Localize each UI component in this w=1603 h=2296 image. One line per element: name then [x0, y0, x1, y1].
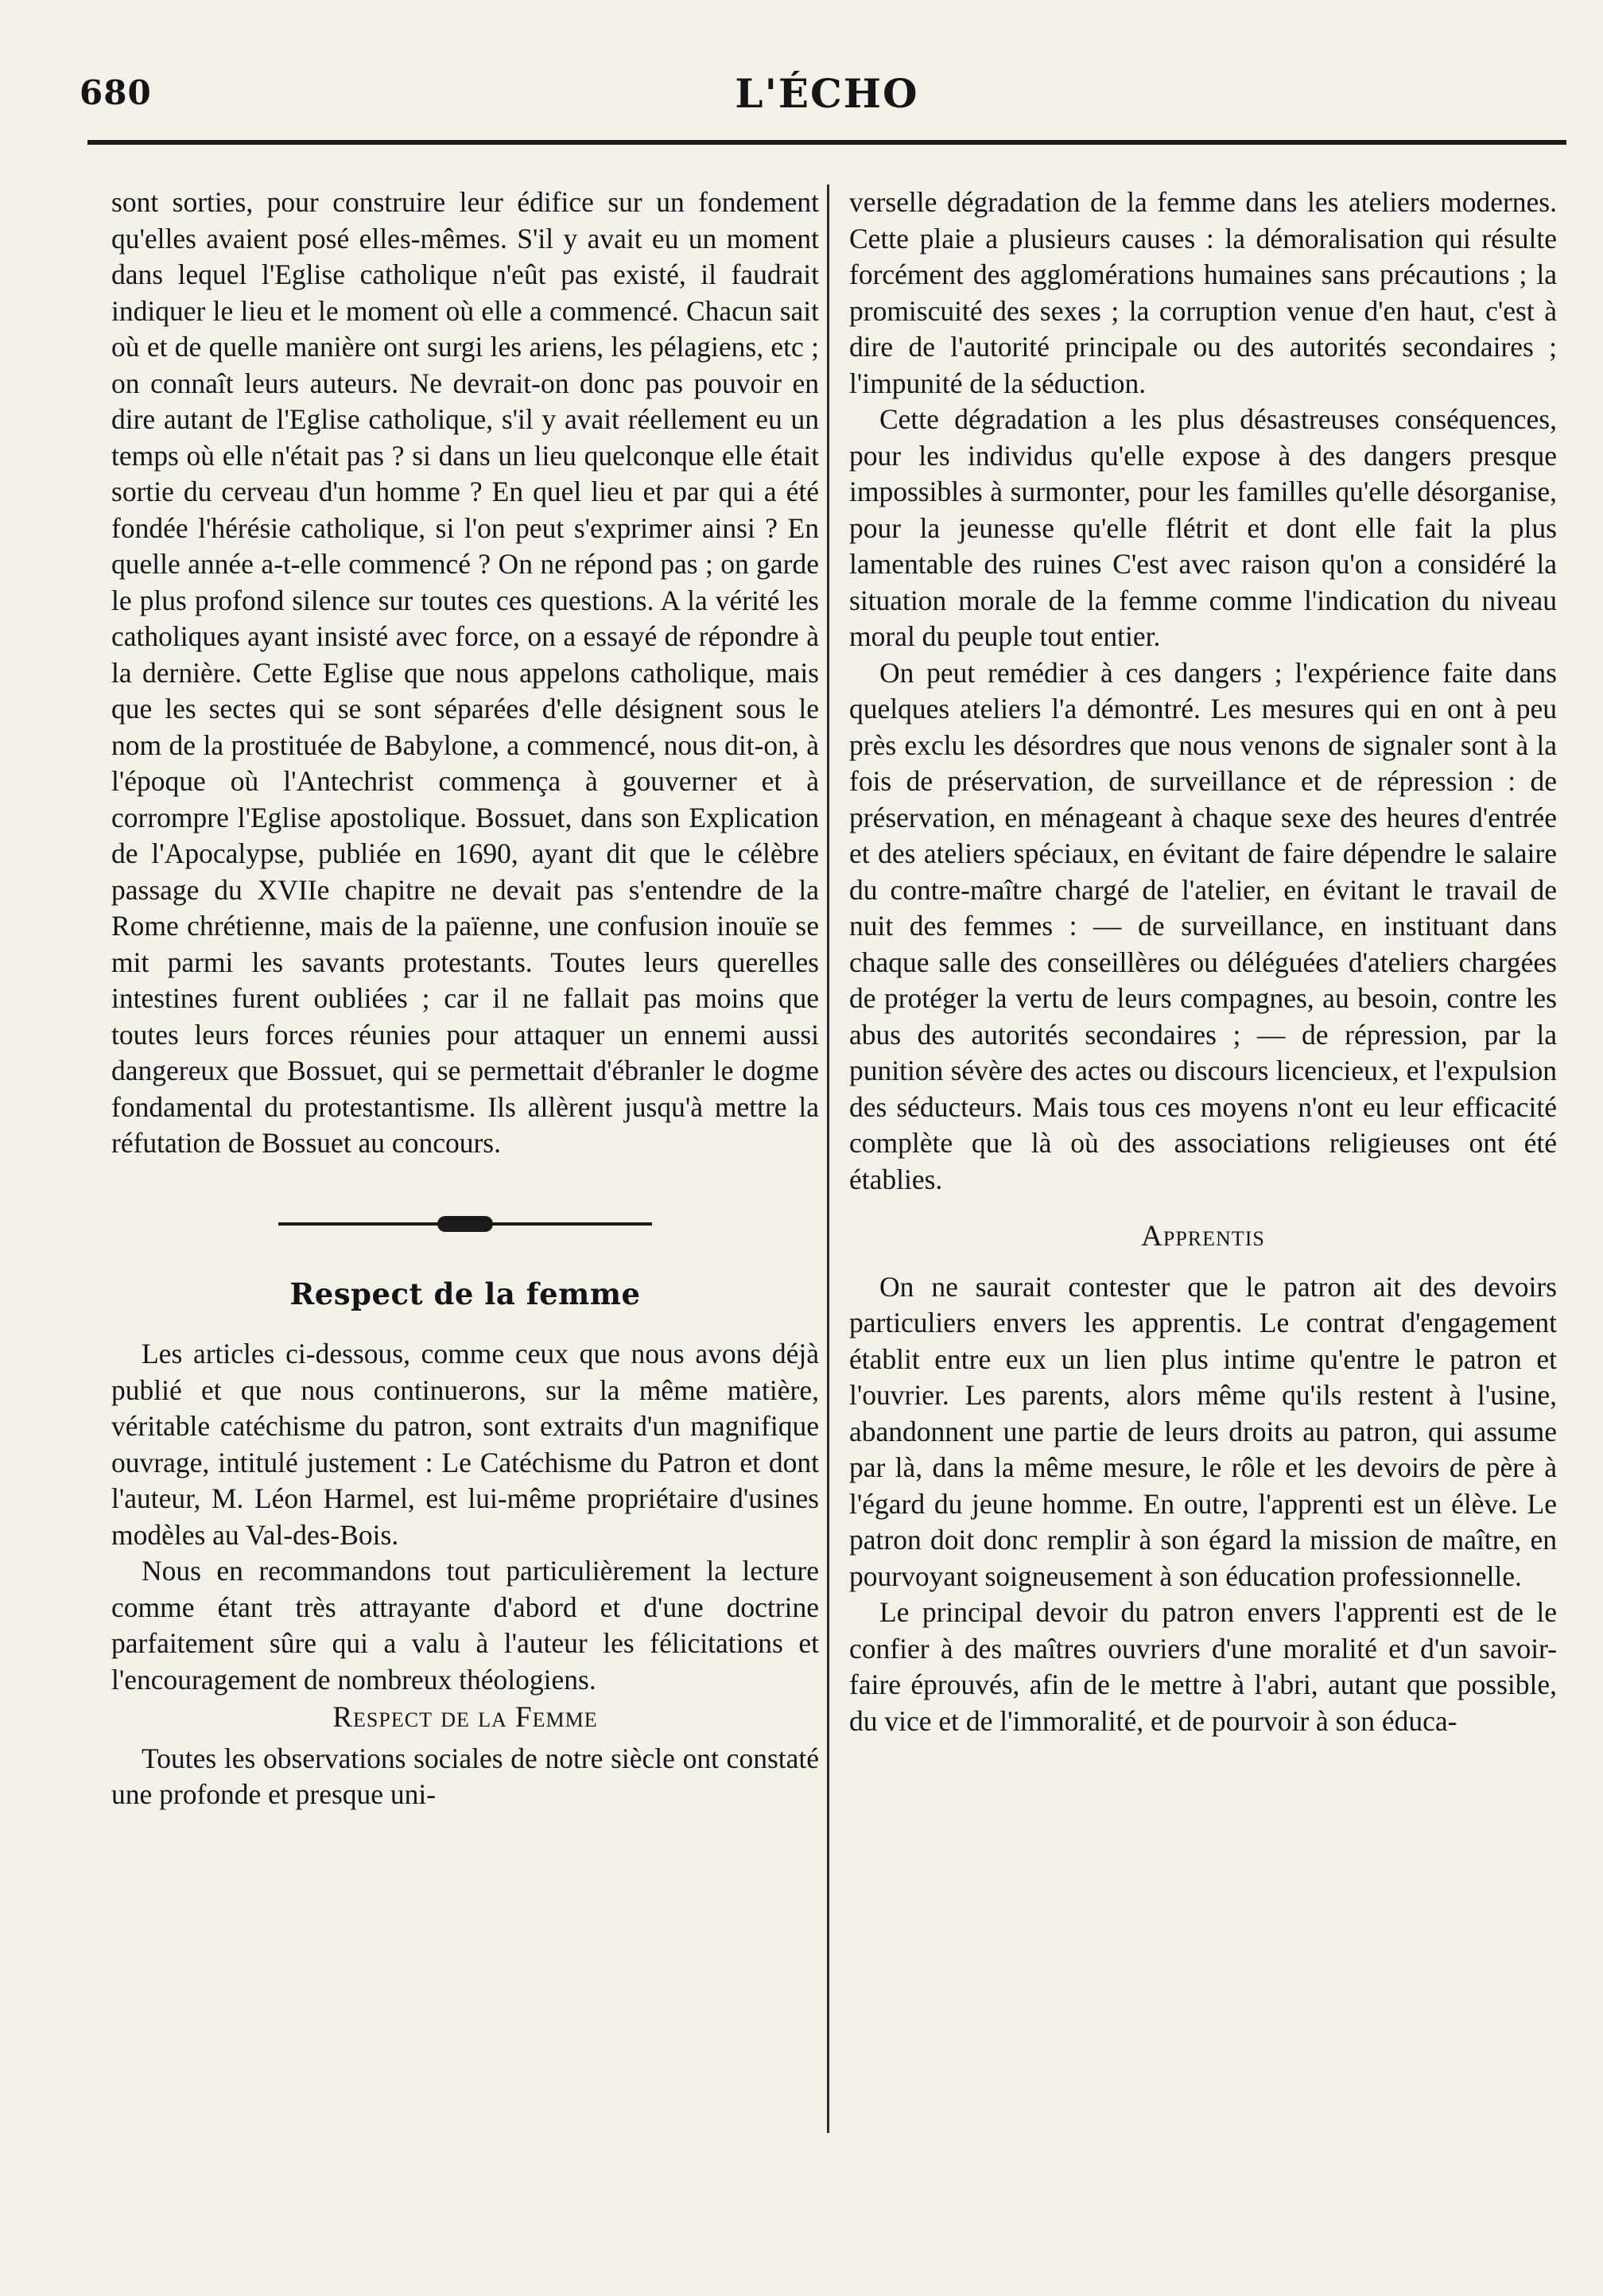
intro-paragraph: Les articles ci-dessous, comme ceux que nous avons déjà publié et que nous continuerons, sur la même matière, véritable catéchisme du patron, sont extraits d'un magnifique ouvrage, intitulé justement : Le Catéchisme du Patron et dont l'auteur, M. Léon Harmel, est lui-même propriétaire d'usines modèles au Val-des-Bois. [111, 1338, 819, 1551]
intro-paragraph: Nous en recommandons tout particulièrement la lecture comme étant très attrayante d'abord et d'une doctrine parfaitement sûre qui a valu à l'auteur les félicitations et l'encouragement de nombreux théologiens. [111, 1555, 819, 1696]
body-paragraph: On ne saurait contester que le patron ait des devoirs particuliers envers les apprentis. Le contrat d'engagement établit entre eux un lien plus intime qu'entre le patron et l'ouvrier. Les parents, alors même qu'ils restent à l'usine, abandonnent une partie de leurs droits au patron, qui assume par là, dans la même mesure, le rôle et les devoirs de père à l'égard du jeune homme. En outre, l'apprenti est un élève. Le patron doit donc remplir à son égard la mission de maître, en pourvoyant soigneusement à son éducation professionnelle. [849, 1270, 1557, 1592]
section-title: Respect de la femme [289, 1276, 641, 1311]
ornament-knot [437, 1216, 493, 1232]
column-rule [827, 185, 829, 2133]
body-paragraph: Le principal devoir du patron envers l'apprenti est de le confier à des maîtres ouvriers d'une moralité et d'un savoir-faire éprouvés, afin de le mettre à l'abri, autant que possible, du vice et de l'immoralité, et de pourvoir à son éduca- [849, 1596, 1557, 1737]
journal-title: L'ÉCHO [735, 70, 919, 117]
body-paragraph: verselle dégradation de la femme dans les ateliers modernes. Cette plaie a plusieurs causes : la démoralisation qui résulte forcément des agglomérations humaines sans précautions ; la promiscuité des sexes ; la corruption venue d'en haut, c'est à dire de l'autorité principale ou des autorités secondaires ; l'impunité de la séduction. [849, 186, 1557, 399]
sub-heading-apprentis: Apprentis [1141, 1220, 1265, 1253]
article-continuation-paragraph: sont sorties, pour construire leur édifice sur un fondement qu'elles avaient posé elles-mêmes. S'il y avait eu un moment dans lequel l'Eglise catholique n'eût pas existé, il faudrait indiquer le lieu et le moment où elle a commencé. Chacun sait où et de quelle manière ont surgi les ariens, les pélagiens, etc ; on connaît leurs auteurs. Ne devrait-on donc pas pouvoir en dire autant de l'Eglise catholique, s'il y avait réellement eu un temps où elle n'était pas ? si dans un lieu quelconque elle était sortie du cerveau d'un homme ? En quel lieu et par qui a été fondée l'hérésie catholique, si l'on peut s'exprimer ainsi ? En quelle année a-t-elle commencé ? On ne répond pas ; on garde le plus profond silence sur toutes ces questions. A la vérité les catholiques ayant insisté avec force, on a essayé de répondre à la dernière. Cette Eglise que nous appelons catholique, mais que les sectes qui se sont séparées d'elle désignent sous le nom de la prostituée de Babylone, a commencé, nous dit-on, à l'époque où l'Antechrist commença à gouverner et à corrompre l'Eglise apostolique. Bossuet, dans son Explication de l'Apocalypse, publiée en 1690, ayant dit que le célèbre passage du XVIIe chapitre ne devait pas s'entendre de la Rome chrétienne, mais de la païenne, une confusion inouïe se mit parmi les savants protestants. Toutes leurs querelles intestines furent oubliées ; car il ne fallait pas moins que toutes leurs forces réunies pour attaquer un ennemi aussi dangereux que Bossuet, qui se permettait d'ébranler le dogme fondamental du protestantisme. Ils allèrent jusqu'à mettre la réfutation de Bossuet au concours. [111, 186, 819, 1159]
page-number: 680 [80, 73, 152, 112]
header-rule [87, 140, 1566, 145]
body-paragraph: Cette dégradation a les plus désastreuses conséquences, pour les individus qu'elle expose à des dangers presque impossibles à surmonter, pour les familles qu'elle désorganise, pour la jeunesse qu'elle flétrit et dont elle fait la plus lamentable des ruines C'est avec raison qu'on a considéré la situation morale de la femme comme l'indication du niveau moral du peuple tout entier. [849, 403, 1557, 652]
right-column [849, 185, 1557, 1739]
section-divider-ornament [278, 1216, 652, 1232]
body-paragraph: Toutes les observations sociales de notre siècle ont constaté une profonde et presque uni- [111, 1742, 819, 1810]
running-head [80, 56, 1574, 127]
body-paragraph: On peut remédier à ces dangers ; l'expérience faite dans quelques ateliers l'a démontré. Les mesures qui en ont à peu près exclu les désordres que nous venons de signaler sont à la fois de préservation, de surveillance et de répression : de préservation, en ménageant à chaque sexe des heures d'entrée et des ateliers spéciaux, en évitant de faire dépendre le salaire du contre-maître chargé de l'atelier, en évitant le travail de nuit des femmes : — de surveillance, en instituant dans chaque salle des conseillères ou déléguées d'ateliers chargées de protéger la vertu de leurs compagnes, au besoin, contre les abus des autorités secondaires ; — de répression, par la punition sévère des actes ou discours licencieux, et l'expulsion des séducteurs. Mais tous ces moyens n'ont eu leur efficacité complète que là où des associations religieuses ont été établies. [849, 656, 1557, 1195]
left-column [111, 185, 819, 1813]
sub-heading-respect: Respect de la Femme [332, 1701, 598, 1734]
